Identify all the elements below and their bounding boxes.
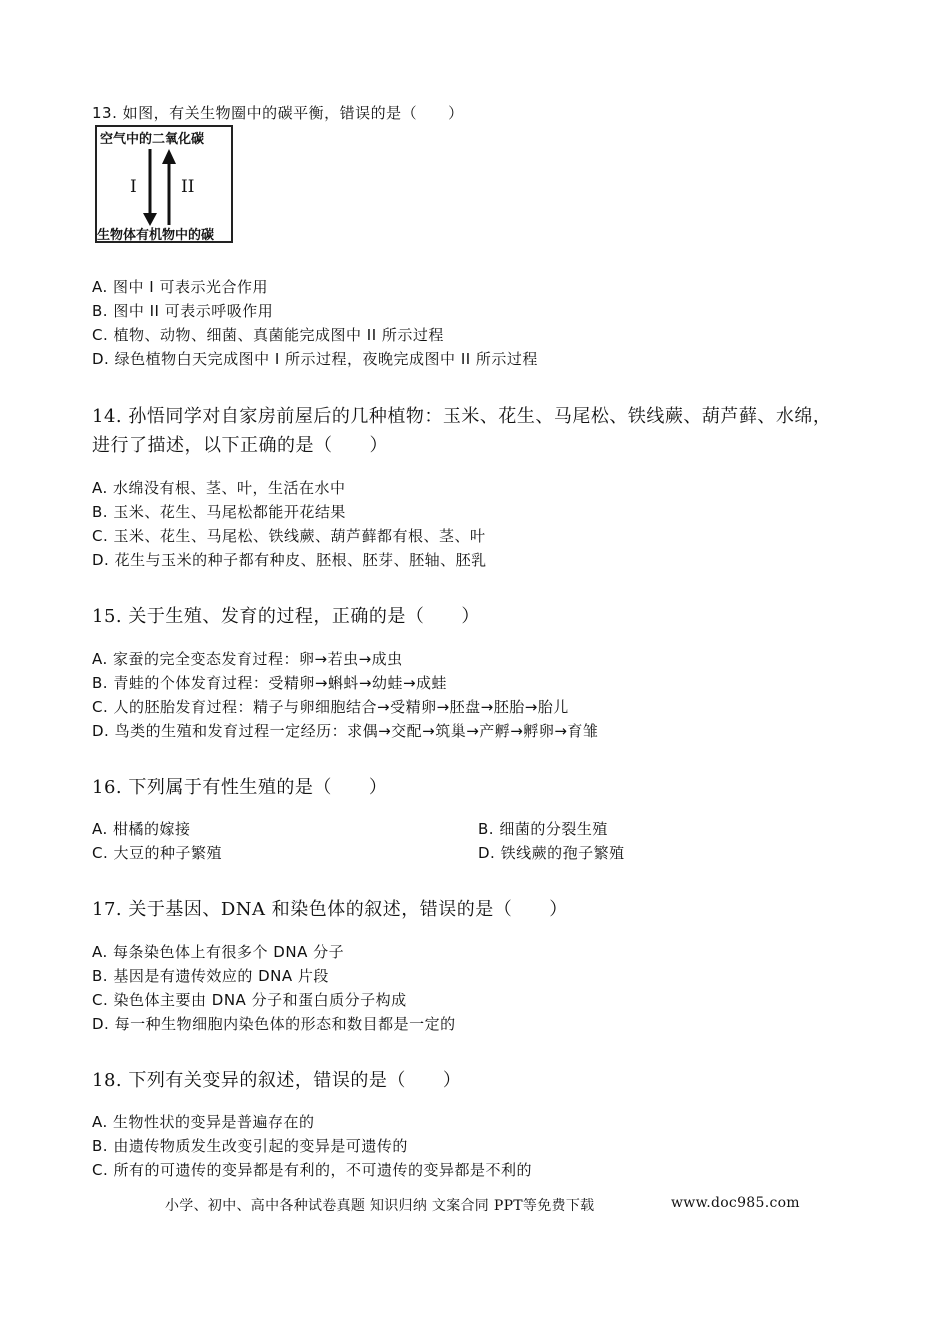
q15-option-d: D. 鸟类的生殖和发育过程一定经历：求偶→交配→筑巢→产孵→孵卵→育雏 <box>92 722 599 740</box>
q18-stem: 18. 下列有关变异的叙述，错误的是（ ） <box>92 1070 462 1091</box>
q16-option-d: D. 铁线蕨的孢子繁殖 <box>478 844 625 862</box>
diagram-roman-ii: II <box>181 177 195 197</box>
diagram-roman-i: I <box>130 177 137 197</box>
q17-stem: 17. 关于基因、DNA 和染色体的叙述，错误的是（ ） <box>92 899 568 920</box>
up-arrow-icon <box>162 149 176 164</box>
q15-option-c: C. 人的胚胎发育过程：精子与卵细胞结合→受精卵→胚盘→胚胎→胎儿 <box>92 698 569 716</box>
q16-stem: 16. 下列属于有性生殖的是（ ） <box>92 777 388 798</box>
carbon-cycle-diagram <box>95 125 233 243</box>
q18-option-b: B. 由遗传物质发生改变引起的变异是可遗传的 <box>92 1137 408 1155</box>
q13-option-a: A. 图中 I 可表示光合作用 <box>92 278 268 296</box>
diagram-bottom-label: 生物体有机物中的碳 <box>97 228 215 243</box>
q15-option-b: B. 青蛙的个体发育过程：受精卵→蝌蚪→幼蛙→成蛙 <box>92 674 448 692</box>
q14-option-a: A. 水绵没有根、茎、叶，生活在水中 <box>92 479 346 497</box>
q17-option-d: D. 每一种生物细胞内染色体的形态和数目都是一定的 <box>92 1015 456 1033</box>
q18-option-c: C. 所有的可遗传的变异都是有利的，不可遗传的变异都是不利的 <box>92 1161 533 1179</box>
q13-option-d: D. 绿色植物白天完成图中 I 所示过程，夜晚完成图中 II 所示过程 <box>92 350 538 368</box>
q16-option-c: C. 大豆的种子繁殖 <box>92 844 223 862</box>
q14-option-c: C. 玉米、花生、马尾松、铁线蕨、葫芦藓都有根、茎、叶 <box>92 527 486 545</box>
q16-option-b: B. 细菌的分裂生殖 <box>478 820 608 838</box>
q17-option-b: B. 基因是有遗传效应的 DNA 片段 <box>92 967 329 985</box>
q15-stem: 15. 关于生殖、发育的过程，正确的是（ ） <box>92 606 480 627</box>
q16-option-a: A. 柑橘的嫁接 <box>92 820 191 838</box>
q17-option-a: A. 每条染色体上有很多个 DNA 分子 <box>92 943 345 961</box>
q14-stem-line1: 14. 孙悟同学对自家房前屋后的几种植物：玉米、花生、马尾松、铁线蕨、葫芦藓、水绵， <box>92 406 832 427</box>
q17-option-c: C. 染色体主要由 DNA 分子和蛋白质分子构成 <box>92 991 407 1009</box>
q14-stem-line2: 进行了描述，以下正确的是（ ） <box>92 435 388 456</box>
q18-option-a: A. 生物性状的变异是普遍存在的 <box>92 1113 315 1131</box>
footer-promo-text: 小学、初中、高中各种试卷真题 知识归纳 文案合同 PPT等免费下载 <box>165 1198 595 1214</box>
diagram-top-label: 空气中的二氧化碳 <box>100 132 205 147</box>
q15-option-a: A. 家蚕的完全变态发育过程：卵→若虫→成虫 <box>92 650 403 668</box>
footer-website-link[interactable]: www.doc985.com <box>671 1195 800 1211</box>
q14-option-d: D. 花生与玉米的种子都有种皮、胚根、胚芽、胚轴、胚乳 <box>92 551 487 569</box>
q13-option-b: B. 图中 II 可表示呼吸作用 <box>92 302 274 320</box>
q13-stem: 13. 如图，有关生物圈中的碳平衡，错误的是（ ） <box>92 104 464 122</box>
q13-option-c: C. 植物、动物、细菌、真菌能完成图中 II 所示过程 <box>92 326 444 344</box>
q14-option-b: B. 玉米、花生、马尾松都能开花结果 <box>92 503 346 521</box>
